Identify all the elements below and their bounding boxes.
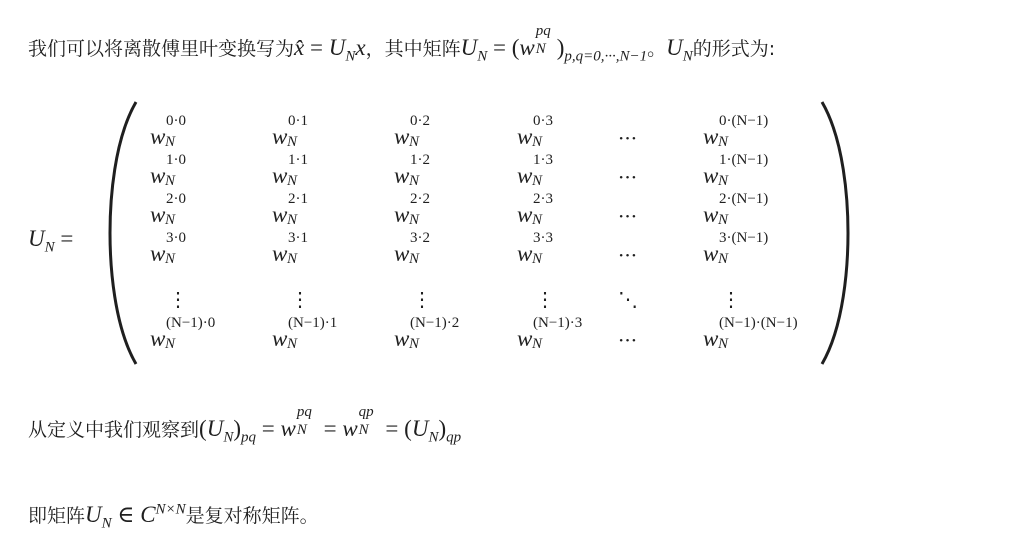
u-symbol: U (85, 502, 102, 527)
n-subscript: N (477, 48, 488, 65)
matrix-entry (272, 191, 308, 228)
exponent-superscript: (N−1)·1 (288, 315, 338, 331)
n-subscript: N (165, 251, 176, 267)
matrix-entry (394, 113, 430, 150)
close-paren: ) (233, 416, 241, 441)
w-symbol: w (272, 124, 288, 149)
matrix-entry (517, 152, 553, 189)
exponent-superscript: (N−1)·0 (166, 315, 216, 331)
exponent-superscript: 0·2 (410, 113, 430, 129)
equals-sign: = (385, 416, 399, 441)
x-symbol: x (355, 35, 366, 60)
w-symbol: w (150, 202, 166, 227)
w-symbol: w (519, 35, 535, 60)
matrix-entry (150, 315, 216, 352)
matrix-entry (272, 113, 308, 150)
exponent-superscript: 2·2 (410, 191, 430, 207)
c-symbol: C (140, 502, 156, 527)
n-subscript: N (409, 173, 420, 189)
matrix-entry (517, 113, 553, 150)
nxn-superscript: N×N (155, 501, 186, 518)
matrix-entry (272, 315, 338, 352)
exponent-superscript: 0·0 (166, 113, 186, 129)
n-subscript: N (101, 515, 112, 532)
w-scripts: qp N (358, 404, 374, 438)
vdots-symbol: ⋮ (168, 287, 188, 311)
u-symbol: U (206, 416, 224, 441)
open-paren: ( (199, 416, 207, 441)
w-symbol: w (703, 202, 719, 227)
exponent-superscript: 3·(N−1) (719, 230, 769, 246)
n-subscript: N (718, 134, 729, 150)
u-symbol: U (28, 226, 45, 251)
vdots-symbol: ⋮ (412, 287, 432, 311)
exponent-superscript: 2·1 (288, 191, 308, 207)
n-subscript: N (409, 212, 420, 228)
vdots-symbol: ⋮ (721, 287, 741, 311)
w-symbol: w (150, 241, 166, 266)
w-symbol: w (150, 124, 166, 149)
n-subscript: N (287, 251, 298, 267)
w-symbol: w (703, 163, 719, 188)
matrix-entry (394, 315, 460, 352)
matrix-entry (272, 152, 308, 189)
w-scripts: pq N (296, 404, 312, 438)
w-symbol: w (150, 163, 166, 188)
exponent-superscript: (N−1)·3 (533, 315, 583, 331)
w-symbol: w (342, 416, 358, 441)
w-symbol: w (272, 163, 288, 188)
membership-equation (85, 501, 186, 532)
matrix-entry (150, 113, 186, 150)
n-subscript: N (532, 251, 543, 267)
pq-subscript: pq (241, 429, 256, 446)
exponent-superscript: (N−1)·2 (410, 315, 460, 331)
n-subscript: N (532, 336, 543, 352)
n-subscript: N (287, 336, 298, 352)
w-symbol: w (703, 326, 719, 351)
exponent-superscript: 3·3 (533, 230, 553, 246)
n-subscript: N (409, 336, 420, 352)
vdots-symbol: ⋮ (290, 287, 310, 311)
n-subscript: N (223, 429, 234, 446)
equals-sign: = (309, 35, 323, 60)
matrix-entry (150, 152, 186, 189)
n-subscript: N (409, 251, 420, 267)
matrix-entry (150, 230, 186, 267)
matrix-entry (703, 230, 769, 267)
w-symbol: w (394, 202, 410, 227)
equals-sign: = (323, 416, 337, 441)
w-symbol: w (280, 416, 296, 441)
exponent-superscript: 2·(N−1) (719, 191, 769, 207)
w-symbol: w (272, 202, 288, 227)
matrix-entry (394, 191, 430, 228)
exponent-superscript: 3·0 (166, 230, 186, 246)
u-symbol: U (411, 416, 429, 441)
n-subscript: N (682, 48, 693, 65)
w-symbol: w (394, 163, 410, 188)
w-symbol: w (394, 241, 410, 266)
exponent-superscript: 1·0 (166, 152, 186, 168)
w-symbol: w (703, 241, 719, 266)
w-symbol: w (272, 326, 288, 351)
w-symbol: w (703, 124, 719, 149)
u-symbol: U (460, 35, 478, 60)
n-subscript: N (718, 251, 729, 267)
conclusion-text-b: 是复对称矩阵。 (185, 505, 319, 527)
open-paren: ( (404, 416, 412, 441)
exponent-superscript: 3·1 (288, 230, 308, 246)
w-symbol: w (394, 124, 410, 149)
exponent-superscript: 0·(N−1) (719, 113, 769, 129)
w-symbol: w (517, 163, 533, 188)
n-subscript: N (44, 239, 55, 256)
matrix-entry (517, 315, 583, 352)
exponent-superscript: 1·3 (533, 152, 553, 168)
exponent-superscript: (N−1)·(N−1) (719, 315, 798, 331)
hdots-symbol: ··· (618, 126, 638, 150)
n-subscript: N (165, 134, 176, 150)
exponent-superscript: 0·1 (288, 113, 308, 129)
matrix-entry (272, 230, 308, 267)
hdots-symbol: ··· (618, 243, 638, 267)
symmetry-equation (199, 404, 462, 446)
matrix-entry (703, 113, 769, 150)
w-symbol: w (150, 326, 166, 351)
symmetry-paragraph (28, 404, 462, 446)
n-subscript: N (287, 173, 298, 189)
n-subscript: N (409, 134, 420, 150)
n-subscript: N (532, 212, 543, 228)
element-of-symbol: ∈ (117, 502, 135, 527)
w-symbol: w (517, 124, 533, 149)
n-subscript: N (287, 212, 298, 228)
x-hat-symbol: x̂ (294, 35, 305, 60)
exponent-superscript: 3·2 (410, 230, 430, 246)
n-subscript: N (165, 336, 176, 352)
w-symbol: w (517, 202, 533, 227)
matrix-entry (394, 152, 430, 189)
vdots-symbol: ⋮ (535, 287, 555, 311)
w-symbol: w (517, 241, 533, 266)
exponent-superscript: 0·3 (533, 113, 553, 129)
w-symbol: w (517, 326, 533, 351)
matrix-entry (517, 230, 553, 267)
matrix-entry (517, 191, 553, 228)
w-symbol: w (394, 326, 410, 351)
matrix-entry (703, 315, 798, 352)
ddots-symbol: ⋱ (618, 287, 638, 311)
matrix-entry (150, 191, 186, 228)
exponent-superscript: 1·2 (410, 152, 430, 168)
n-subscript: N (165, 173, 176, 189)
n-subscript: N (532, 134, 543, 150)
n-subscript: N (428, 429, 439, 446)
hdots-symbol: ··· (618, 165, 638, 189)
n-subscript: N (165, 212, 176, 228)
qp-subscript: qp (446, 429, 462, 446)
n-subscript: N (718, 212, 729, 228)
intro-text-b: ，其中矩阵 (365, 38, 461, 60)
exponent-superscript: 2·3 (533, 191, 553, 207)
exponent-superscript: 1·(N−1) (719, 152, 769, 168)
n-subscript: N (532, 173, 543, 189)
u-symbol: U (666, 35, 683, 60)
n-subscript: N (345, 48, 356, 65)
symmetry-text: 从定义中我们观察到 (28, 419, 200, 441)
hdots-symbol: ··· (618, 328, 638, 352)
n-subscript: N (287, 134, 298, 150)
n-subscript: N (718, 173, 729, 189)
conclusion-paragraph (28, 501, 319, 532)
equals-sign: = (261, 416, 275, 441)
hdots-symbol: ··· (618, 204, 638, 228)
conclusion-text-a: 即矩阵 (28, 505, 86, 527)
exponent-superscript: 1·1 (288, 152, 308, 168)
matrix-entry (394, 230, 430, 267)
intro-text-c: 。 (647, 38, 667, 60)
n-subscript: N (718, 336, 729, 352)
matrix-entry (703, 191, 769, 228)
equals-sign: = (60, 226, 74, 251)
w-scripts: pq N (535, 23, 551, 57)
close-paren: ) (438, 416, 447, 441)
index-range-subscript: p,q=0,···,N−1 (564, 48, 648, 65)
matrix-entry (703, 152, 769, 189)
intro-text-d: 的形式为: (692, 38, 776, 60)
equals-open-paren: = ( (492, 35, 520, 60)
u-symbol: U (328, 35, 346, 60)
exponent-superscript: 2·0 (166, 191, 186, 207)
close-paren: ) (556, 35, 565, 60)
w-symbol: w (272, 241, 288, 266)
intro-text-a: 我们可以将离散傅里叶变换写为 (28, 38, 295, 60)
